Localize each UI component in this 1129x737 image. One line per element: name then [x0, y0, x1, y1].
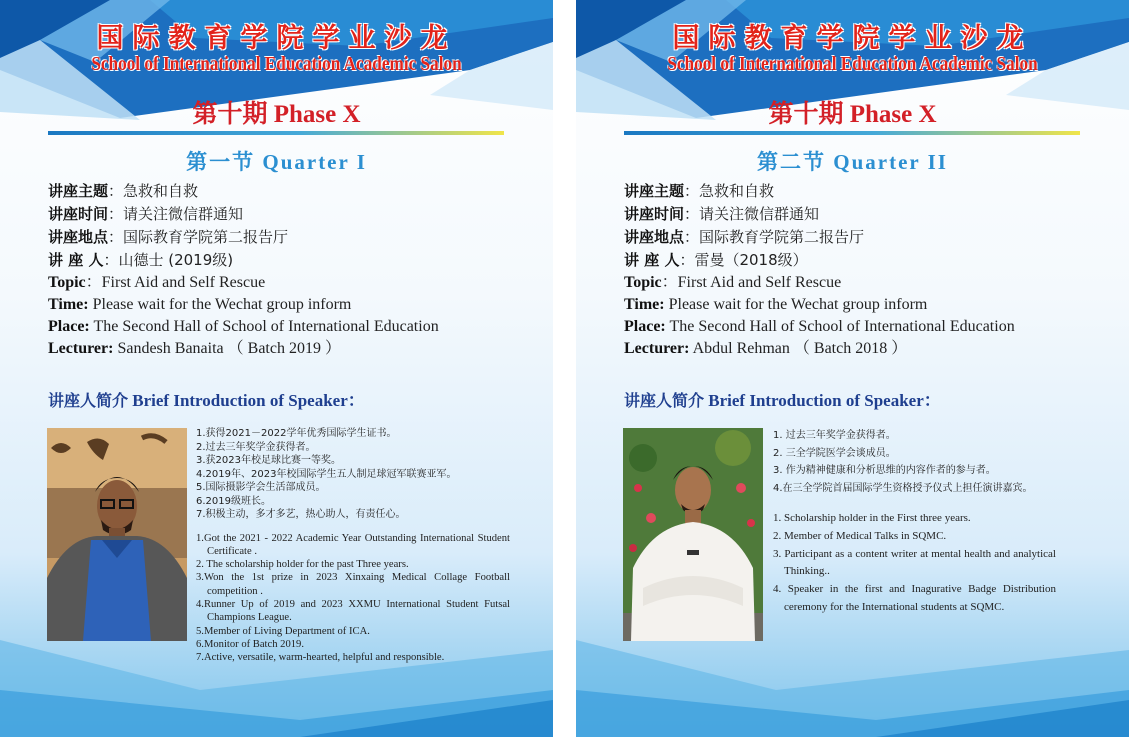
speaker-bio: [773, 427, 1056, 617]
speaker-photo-illustration: [623, 428, 763, 641]
bio-cn-item: 3.获2023年校足球比赛一等奖。: [196, 455, 341, 466]
info-lecturer-cn: [624, 249, 1104, 272]
brief-heading-en: Brief Introduction of Speaker：: [704, 391, 941, 410]
salon-title-cn: 国际教育学院学业沙龙: [672, 23, 1033, 54]
bio-en-item: 1. Scholarship holder in the First three years.: [773, 512, 971, 524]
info-value: ：请关注微信群通知: [684, 205, 820, 223]
info-key: 讲座主题: [624, 182, 685, 200]
bio-cn-item: 5.国际摄影学会生活部成员。: [196, 482, 326, 493]
speaker-photo: [623, 428, 763, 641]
gradient-divider: [624, 131, 1080, 135]
bio-en-list: [773, 510, 1056, 617]
info-value: ：国际教育学院第二报告厅: [684, 228, 865, 246]
bio-cn-item: 4.2019年、2023年校国际学生五人制足球冠军联赛亚军。: [196, 468, 457, 480]
info-key: 讲 座 人: [624, 251, 680, 269]
bio-en-list: [196, 532, 510, 665]
info-key: 讲座时间: [624, 205, 685, 223]
info-value: Please wait for the Wechat group inform: [88, 296, 352, 313]
salon-title-en: School of International Education Academic Salon: [667, 53, 1038, 75]
info-value: ：国际教育学院第二报告厅: [108, 228, 289, 246]
speaker-bio: [196, 427, 510, 664]
bio-cn-list: [196, 427, 510, 522]
bio-cn-item: 2. 三全学院医学会谈成员。: [773, 447, 896, 459]
info-time-en: [48, 294, 528, 316]
info-key: 讲座地点: [624, 228, 685, 246]
poster-quarter-1: [0, 0, 553, 737]
info-topic-cn: [48, 180, 528, 203]
info-value: Please wait for the Wechat group inform: [664, 296, 928, 313]
info-key: Lecturer:: [624, 340, 690, 357]
speaker-photo: [47, 428, 187, 641]
brief-intro-heading: [48, 386, 365, 411]
info-key: 讲座时间: [48, 205, 109, 223]
quarter-title: 第二节 Quarter II: [757, 150, 948, 174]
bio-en-item: 4.Runner Up of 2019 and 2023 XXMU International Student Futsal Champions League.: [196, 598, 510, 624]
info-value: Sandesh Banaita （ Batch 2019 ）: [113, 340, 341, 357]
bio-cn-item: 4.在三全学院首届国际学生资格授予仪式上担任演讲嘉宾。: [773, 482, 1033, 494]
quarter-title: 第一节 Quarter I: [186, 150, 367, 174]
info-key: Lecturer:: [48, 340, 114, 357]
info-key: 讲座地点: [48, 228, 109, 246]
info-place-cn: [624, 226, 1104, 249]
info-value: Abdul Rehman （ Batch 2018 ）: [689, 340, 908, 357]
bio-en-item: 4. Speaker in the first and Inagurative Badge Distribution ceremony for the International students at SQMC.: [773, 583, 1056, 613]
info-place-cn: [48, 226, 528, 249]
info-topic-cn: [624, 180, 1104, 203]
info-key: 讲座主题: [48, 182, 109, 200]
lecture-info: [624, 180, 1104, 360]
info-value: ：First Aid and Self Rescue: [85, 274, 266, 291]
bio-en-item: 7.Active, versatile, warm-hearted, helpful and responsible.: [196, 652, 445, 664]
lecture-info: [48, 180, 528, 360]
bio-en-item: 1.Got the 2021 - 2022 Academic Year Outstanding International Student Certificate .: [196, 532, 510, 557]
info-place-en: [48, 316, 528, 338]
info-key: Topic: [624, 274, 662, 291]
info-value: ：雷曼（2018级）: [679, 251, 808, 269]
bio-cn-item: 6.2019级班长。: [196, 495, 271, 507]
info-value: ：急救和自救: [684, 182, 775, 200]
brief-heading-cn: 讲座人简介: [624, 391, 705, 410]
bio-cn-item: 7.积极主动，多才多艺，热心助人，有责任心。: [196, 509, 406, 520]
salon-title-cn: 国际教育学院学业沙龙: [96, 23, 457, 54]
info-value: ：急救和自救: [108, 182, 199, 200]
info-value: ：请关注微信群通知: [108, 205, 244, 223]
bio-en-item: 3.Won the 1st prize in 2023 Xinxaing Medical Collage Football competition .: [196, 572, 510, 597]
info-key: Place:: [48, 318, 90, 335]
gradient-divider: [48, 131, 504, 135]
bio-en-item: 6.Monitor of Batch 2019.: [196, 638, 304, 650]
bio-cn-item: 1.获得2021－2022学年优秀国际学生证书。: [196, 428, 397, 439]
brief-heading-cn: 讲座人简介: [48, 391, 129, 410]
bio-en-item: 3. Participant as a content writer at mental health and analytical Thinking..: [773, 547, 1056, 578]
bio-cn-item: 2.过去三年奖学金获得者。: [196, 441, 316, 453]
info-lecturer-cn: [48, 249, 528, 272]
info-time-cn: [624, 203, 1104, 226]
info-value: The Second Hall of School of International Education: [89, 318, 439, 335]
info-time-en: [624, 294, 1104, 316]
info-lecturer-en: [624, 338, 1104, 360]
poster-quarter-2: [576, 0, 1129, 737]
info-place-en: [624, 316, 1104, 338]
bio-cn-item: 1. 过去三年奖学金获得者。: [773, 430, 896, 441]
info-value: ：山德士 (2019级): [103, 251, 234, 269]
brief-heading-en: Brief Introduction of Speaker：: [128, 391, 365, 410]
info-time-cn: [48, 203, 528, 226]
info-value: The Second Hall of School of International Education: [665, 318, 1015, 335]
phase-title: 第十期 Phase X: [192, 101, 361, 128]
phase-title: 第十期 Phase X: [768, 101, 937, 128]
info-value: ：First Aid and Self Rescue: [661, 274, 842, 291]
info-key: Place:: [624, 318, 666, 335]
brief-intro-heading: [624, 386, 941, 411]
bio-cn-list: [773, 427, 1056, 497]
info-topic-en: [624, 272, 1104, 294]
info-key: Time:: [48, 296, 89, 313]
info-topic-en: [48, 272, 528, 294]
speaker-photo-illustration: [47, 428, 187, 641]
info-lecturer-en: [48, 338, 528, 360]
bio-en-item: 5.Member of Living Department of ICA.: [196, 625, 370, 637]
bio-en-item: 2. Member of Medical Talks in SQMC.: [773, 529, 947, 542]
salon-title-en: School of International Education Academic Salon: [91, 53, 462, 75]
info-key: 讲 座 人: [48, 251, 104, 269]
info-key: Time:: [624, 296, 665, 313]
bio-en-item: 2. The scholarship holder for the past Three years.: [196, 559, 409, 571]
info-key: Topic: [48, 274, 86, 291]
bio-cn-item: 3. 作为精神健康和分析思维的内容作者的参与者。: [773, 465, 996, 476]
